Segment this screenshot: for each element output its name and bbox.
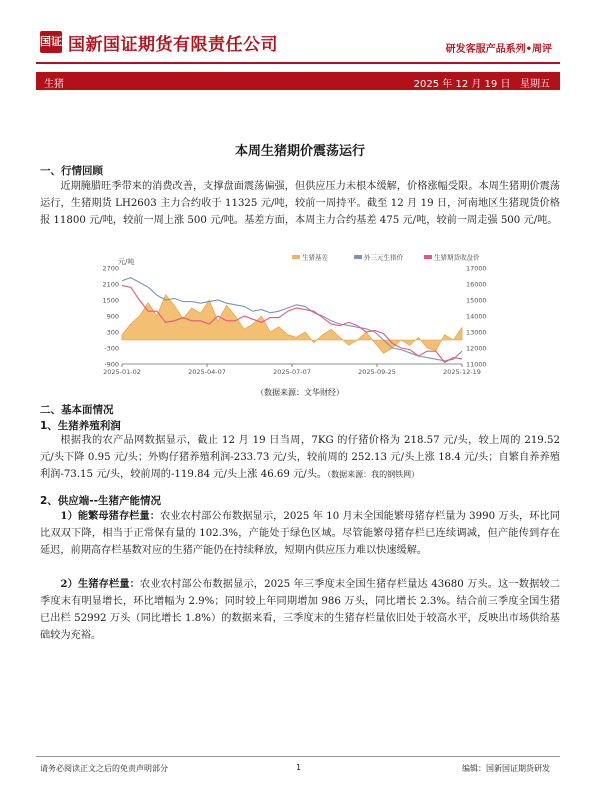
footer-editor: 编辑：国新国证期货研发 <box>462 764 550 773</box>
category-bar <box>36 72 560 90</box>
right-tick-label: 15000 <box>466 296 487 305</box>
x-tick-label: 2025-09-25 <box>358 368 396 376</box>
market-review-paragraph: 近期腌腊旺季带来的消费改善，支撑盘面震荡偏强，但供应压力未根本缓解，价格涨幅受限。本周生猪期价震荡运行，生猪期货 LH2603 主力合约收于 11325 元/吨，较前一周持平。截至 12 月 19 日，河南地区生猪现货价格报 11800 元/吨，较前一周上涨 500 元/吨。基差方面，本周主力合约基差 475 元/吨，较前一周走强 500 元/吨。 <box>40 181 560 226</box>
legend-swatch <box>424 255 432 259</box>
company-logo: 国证 <box>40 31 62 53</box>
legend-label: 生猪基差 <box>302 253 328 262</box>
legend-swatch <box>292 255 300 259</box>
hog-inventory-paragraph: 2）生猪存栏量：农业农村部公布数据显示，2025 年三季度末全国生猪存栏量达 43680 万头。这一数据较二季度末有明显增长，环比增幅为 2.9%；同时较上年同期增加 986 万头，同比增长 2.3%。结合前三季度全国生猪已出栏 52992 万头（同比增长 1.8%）的数据来看，三季度末的生猪存栏量依旧处于较高水平，反映出市场供给基础较为充裕。 <box>40 578 561 641</box>
hog-inventory-label: 2）生猪存栏量： <box>60 578 141 590</box>
legend-label: 生猪期货收盘价 <box>434 253 480 262</box>
x-tick-label: 2025-12-19 <box>443 368 481 376</box>
left-tick-label: 900 <box>106 312 119 321</box>
left-tick-label: -300 <box>104 344 119 353</box>
right-tick-label: 17000 <box>466 264 487 273</box>
right-tick-label: 14000 <box>466 312 487 321</box>
right-tick-label: 16000 <box>466 280 487 289</box>
profit-source: （数据来源：我的钢铁网） <box>327 470 420 479</box>
chart-series <box>122 278 462 363</box>
right-tick-label: 13000 <box>466 328 487 337</box>
right-axis-ticks <box>466 265 487 369</box>
x-tick-label: 2025-07-07 <box>273 368 311 376</box>
subheading-supply: 2、供应端--生猪产能情况 <box>40 495 162 507</box>
chart-source: （数据来源：文华财经） <box>256 388 344 397</box>
section-heading-fundamentals: 二、基本面情况 <box>40 404 114 416</box>
left-tick-label: 2100 <box>102 280 119 289</box>
x-tick-label: 2025-01-02 <box>103 368 141 376</box>
right-tick-label: 12000 <box>466 344 487 353</box>
left-tick-label: 1500 <box>102 296 119 305</box>
left-tick-label: 2700 <box>102 264 119 273</box>
chart-unit-label: 元/吨 <box>118 258 135 266</box>
legend-swatch <box>354 255 362 259</box>
category-label: 生猪 <box>44 79 64 90</box>
report-date: 2025 年 12 月 19 日 星期五 <box>413 79 550 90</box>
subheading-profit: 1、生猪养殖利润 <box>40 420 121 432</box>
legend-label: 外三元生猪价 <box>364 253 403 262</box>
basis-area <box>122 295 462 354</box>
footer-disclaimer: 请务必阅读正文之后的免责声明部分 <box>40 764 168 773</box>
header-divider <box>36 62 560 64</box>
sow-inventory-paragraph: 1）能繁母猪存栏量：农业农村部公布数据显示，2025 年 10 月末全国能繁母猪存栏量为 3990 万头，环比同比双双下降，相当于正常保有量的 102.3%，产能处于绿色区域。尽管能繁母猪存栏已连续调减，但产能传到存在延迟，前期高存栏基数对应的生猪产能仍在持续释放，短期内供应压力难以快速缓解。 <box>40 510 560 556</box>
section-heading-market-review: 一、行情回顾 <box>40 165 103 177</box>
price-basis-chart <box>92 252 508 384</box>
company-name: 国新国证期货有限责任公司 <box>68 35 278 55</box>
x-axis-ticks <box>103 364 481 376</box>
left-axis-ticks <box>102 265 119 369</box>
report-series: 研发客服产品系列•周评 <box>445 44 552 55</box>
left-tick-label: -900 <box>104 360 119 369</box>
left-tick-label: 300 <box>106 328 119 337</box>
right-tick-label: 11000 <box>466 360 487 369</box>
footer-divider <box>36 756 560 757</box>
page-number: 1 <box>296 763 302 772</box>
page-title: 本周生猪期价震荡运行 <box>234 144 365 159</box>
x-tick-label: 2025-04-07 <box>188 368 226 376</box>
sow-inventory-label: 1）能繁母猪存栏量： <box>60 510 161 522</box>
profit-paragraph: 根据我的农产品网数据显示，截止 12 月 19 日当周，7KG 的仔猪价格为 218.57 元/头，较上周的 219.52 元/头下降 0.95 元/头；外购仔猪养殖利润-233.73 元/头，较前周的 252.13 元/头上涨 18.4 元/头；自繁自养养殖利润-73.15 元/头，较前周的-119.84 元/头上涨 46.69 元/头。（数据来源：我的钢铁网） <box>40 435 560 480</box>
chart-legend <box>292 253 480 262</box>
